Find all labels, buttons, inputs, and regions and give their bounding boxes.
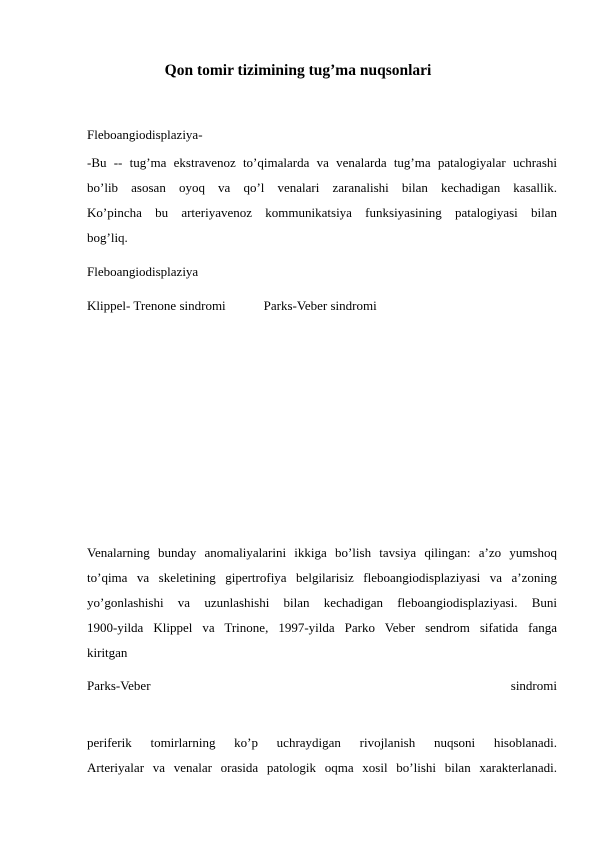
syndrome-left: Klippel- Trenone sindromi [87, 298, 226, 313]
paragraph2-line-2: to’qima va skeletining gipertrofiya belgilarisiz fleboangiodisplaziyasi va a’zoning [87, 570, 557, 585]
paragraph3-line-2: Arteriyalar va venalar orasida patologik oqma xosil bo’lishi bilan xarakterlanadi. [87, 760, 557, 775]
paragraph2-line-1: Venalarning bunday anomaliyalarini ikkiga bo’lish tavsiya qilingan: a’zo yumshoq [87, 545, 557, 560]
paragraph2-line-5: kiritgan [87, 645, 128, 660]
paragraph1-line-4: bog’liq. [87, 230, 128, 245]
paragraph2-line-4: 1900-yilda Klippel va Trinone, 1997-yilda Parko Veber sendrom sifatida fanga [87, 620, 557, 635]
paragraph3-line-1: periferik tomirlarning ko’p uchraydigan rivojlanish nuqsoni hisoblanadi. [87, 735, 557, 750]
paragraph1-line-1: -Bu -- tug’ma ekstravenoz to’qimalarda va venalarda tug’ma patalogiyalar uchrashi [87, 155, 557, 170]
document-title: Qon tomir tizimining tug’ma nuqsonlari [164, 62, 432, 79]
syndrome-right: Parks-Veber sindromi [263, 298, 377, 313]
paragraph1-line-2: bo’lib asosan oyoq va qo’l venalari zaranalishi bilan kechadigan kasallik. [87, 180, 557, 195]
parks-veber-right: sindromi [510, 678, 557, 693]
syndromes-line [87, 298, 557, 314]
parks-veber-left: Parks-Veber [87, 678, 151, 693]
term-repeat: Fleboangiodisplaziya [87, 264, 199, 279]
parks-veber-line [87, 678, 557, 694]
paragraph1-line-3: Ko’pincha bu arteriyavenoz kommunikatsiya funksiyasining patalogiyasi bilan [87, 205, 557, 220]
heading-term: Fleboangiodisplaziya- [87, 127, 203, 142]
paragraph2-line-3: yo’gonlashishi va uzunlashishi bilan kechadigan fleboangiodisplaziyasi. Buni [87, 595, 557, 610]
